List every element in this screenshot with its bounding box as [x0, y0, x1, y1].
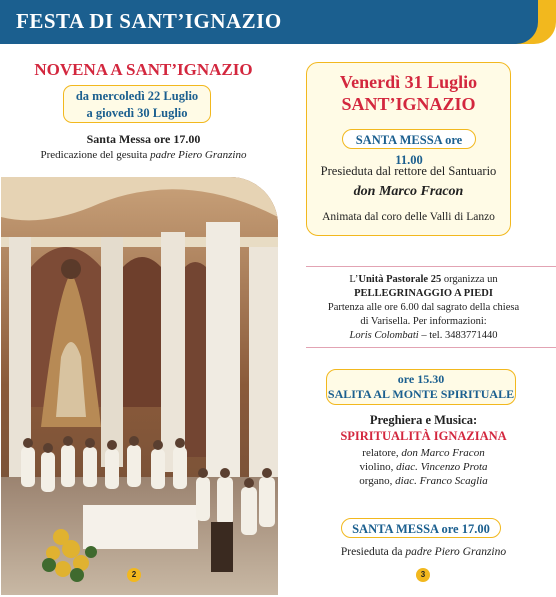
- organ-line: [306, 475, 541, 487]
- novena-mass-time: [0, 132, 287, 147]
- contact-phone: – tel. 3483771440: [418, 330, 498, 341]
- organist-name: diac. Franco Scaglia: [395, 475, 488, 487]
- speaker-prefix: relatore,: [362, 447, 402, 459]
- violin-line: [306, 461, 541, 473]
- evening-presided-by: [306, 546, 541, 558]
- celebrant-name-text: don Marco Fracon: [353, 184, 464, 199]
- feast-saint-line: SANT’IGNAZIO: [341, 94, 476, 114]
- page-number-left: 2: [127, 568, 141, 582]
- feast-date-line: Venerdì 31 Luglio: [339, 72, 478, 92]
- evening-mass-pill: SANTA MESSA ore 17.00: [341, 518, 501, 538]
- contact-name: Loris Colombati: [349, 330, 419, 341]
- church-interior-illustration: [1, 177, 278, 595]
- page-title: FESTA DI SANT’IGNAZIO: [16, 9, 282, 33]
- mass-time-pill: SANTA MESSA ore 11.00: [342, 129, 476, 149]
- violin-prefix: violino,: [359, 461, 397, 473]
- pilgrimage-notice: [306, 266, 556, 348]
- pilgrimage-line-1: [306, 273, 541, 287]
- violinist-name: diac. Vincenzo Prota: [396, 461, 488, 473]
- feast-day-box: [306, 62, 511, 236]
- pilgrimage-line-3: Partenza alle ore 6.00 dal sagrato della chiesa: [327, 302, 520, 313]
- pilgrimage-prefix: L’: [349, 274, 359, 285]
- novena-preaching: [0, 149, 287, 161]
- pilgrimage-line-2: [306, 287, 541, 301]
- pilgrimage-title: PELLEGRINAGGIO A PIEDI: [354, 288, 493, 299]
- pilgrimage-contact: [306, 329, 541, 343]
- feast-date: [307, 71, 510, 115]
- page-number-right: 3: [416, 568, 430, 582]
- church-interior-photo: [1, 177, 278, 595]
- spirituality-title: SPIRITUALITÀ IGNAZIANA: [340, 429, 507, 443]
- pilgrimage-line-4: di Varisella. Per informazioni:: [360, 316, 487, 327]
- evening-presided-prefix: Presieduta da: [340, 546, 406, 558]
- ascent-title: SALITA AL MONTE SPIRITUALE: [327, 387, 515, 401]
- ascent-box: [326, 369, 516, 405]
- preacher-name: padre Piero Granzino: [150, 149, 247, 161]
- celebrant-name: [307, 184, 510, 200]
- presided-by-text: Presieduta dal rettore del Santuario: [320, 164, 497, 178]
- page-header: [0, 0, 556, 44]
- novena-title: NOVENA A SANT’IGNAZIO: [34, 60, 253, 79]
- novena-mass-label: Santa Messa ore 17.00: [86, 132, 201, 146]
- choir-text: Animata dal coro delle Valli di Lanzo: [322, 211, 495, 223]
- prayer-music-title: Preghiera e Musica:: [369, 413, 478, 427]
- speaker-name: don Marco Fracon: [401, 447, 485, 459]
- pastoral-unit: Unità Pastorale 25: [358, 274, 442, 285]
- novena-dates-box: [63, 85, 211, 123]
- novena-date-start: da mercoledì 22 Luglio: [75, 89, 199, 103]
- evening-celebrant-name: padre Piero Granzino: [405, 546, 507, 558]
- organ-prefix: organo,: [359, 475, 396, 487]
- novena-date-end: a giovedì 30 Luglio: [86, 106, 188, 120]
- ascent-time: ore 15.30: [397, 372, 445, 386]
- speaker-line: [306, 447, 541, 459]
- preaching-prefix: Predicazione del gesuita: [40, 149, 151, 161]
- pilgrimage-suffix: organizza un: [441, 274, 498, 285]
